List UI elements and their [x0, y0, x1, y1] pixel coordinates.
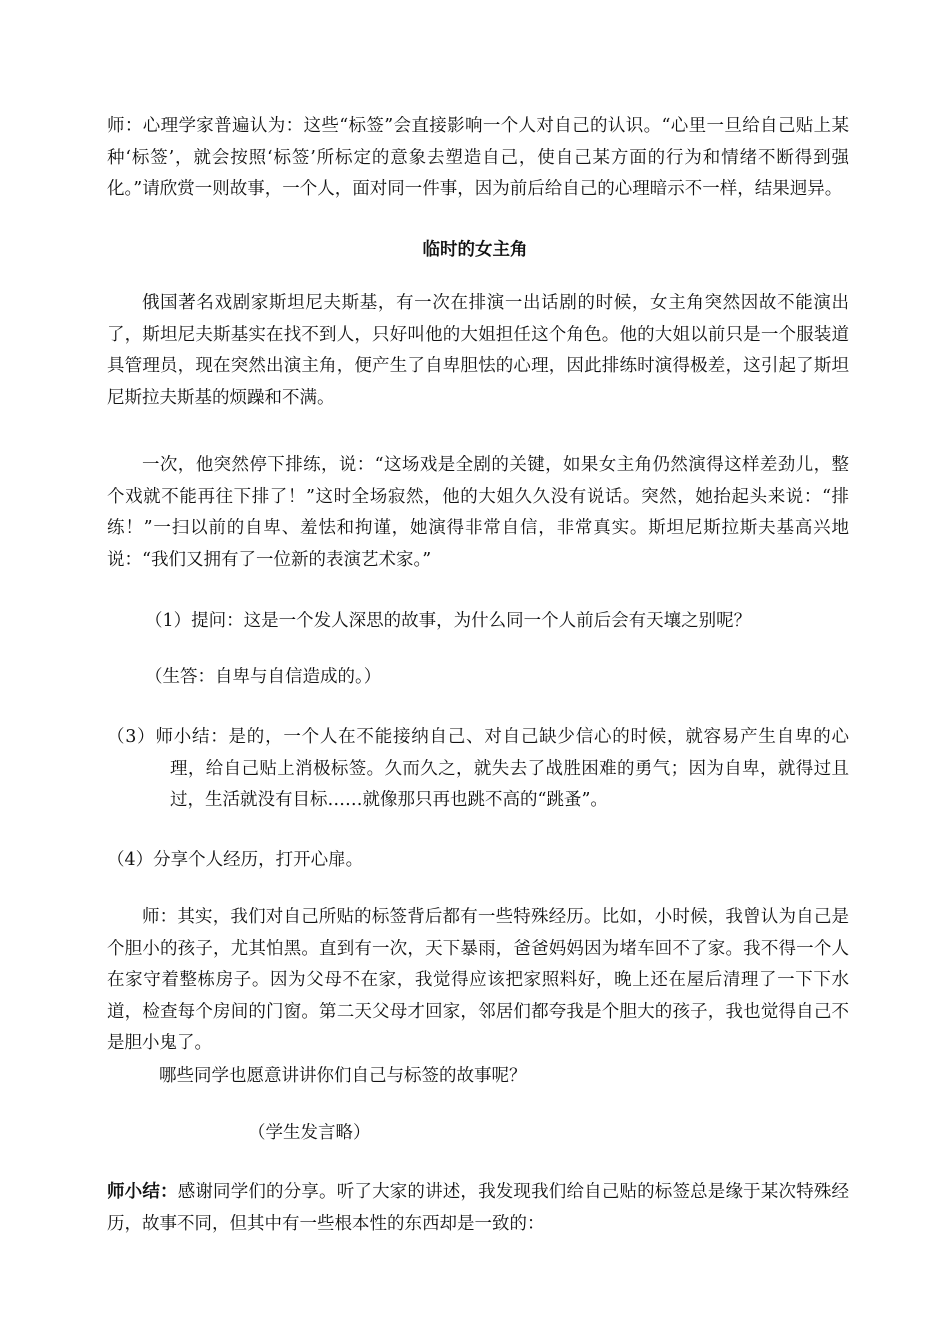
final-summary-text: 感谢同学们的分享。听了大家的讲述，我发现我们给自己贴的标签总是缘于某次特殊经历，故事不同，但其中有一些根本性的东西却是一致的： [107, 1182, 850, 1234]
question-1: （1）提问：这是一个发人深思的故事，为什么同一个人前后会有天壤之别呢？ [145, 611, 752, 631]
student-answer: （生答：自卑与自信造成的。） [145, 667, 382, 687]
final-summary [107, 1177, 849, 1240]
final-summary-label: 师小结： [107, 1182, 178, 1202]
invite-question: 哪些同学也愿意讲讲你们自己与标签的故事呢？ [159, 1066, 527, 1086]
step-4: （4）分享个人经历，打开心扉。 [107, 850, 364, 870]
student-speech-note: （学生发言略） [248, 1123, 371, 1143]
story-paragraph-2: 一次，他突然停下排练，说：“这场戏是全剧的关键，如果女主角仍然演得这样差劲儿，整个戏就不能再往下排了！”这时全场寂然，他的大姐久久没有说话。突然，她抬起头来说：“排练！”一扫以前的自卑、羞怯和拘谨，她演得非常自信，非常真实。斯坦尼斯拉斯夫基高兴地说：“我们又拥有了一位新的表演艺术家。” [107, 455, 849, 570]
teacher-story-paragraph: 师：其实，我们对自己所贴的标签背后都有一些特殊经历。比如，小时候，我曾认为自己是个胆小的孩子，尤其怕黑。直到有一次，天下暴雨，爸爸妈妈因为堵车回不了家。我不得一个人在家守着整栋房子。因为父母不在家，我觉得应该把家照料好，晚上还在屋后清理了一下下水道，检查每个房间的门窗。第二天父母才回家，邻居们都夸我是个胆大的孩子，我也觉得自己不是胆小鬼了。 [107, 907, 849, 1053]
intro-paragraph: 师：心理学家普遍认为：这些“标签”会直接影响一个人对自己的认识。“心里一旦给自己贴上某种‘标签’，就会按照‘标签’所标定的意象去塑造自己，使自己某方面的行为和情绪不断得到强化。”请欣赏一则故事，一个人，面对同一件事，因为前后给自己的心理暗示不一样，结果迥异。 [107, 116, 849, 199]
story-title: 临时的女主角 [422, 240, 528, 260]
teacher-summary-3: （3）师小结：是的，一个人在不能接纳自己、对自己缺少信心的时候，就容易产生自卑的心理，给自己贴上消极标签。久而久之，就失去了战胜困难的勇气；因为自卑，就得过且过，生活就没有目标……就像那只再也跳不高的“跳蚤”。 [107, 727, 849, 810]
story-paragraph-1: 俄国著名戏剧家斯坦尼夫斯基，有一次在排演一出话剧的时候，女主角突然因故不能演出了，斯坦尼夫斯基实在找不到人，只好叫他的大姐担任这个角色。他的大姐以前只是一个服装道具管理员，现在突然出演主角，便产生了自卑胆怯的心理，因此排练时演得极差，这引起了斯坦尼斯拉夫斯基的烦躁和不满。 [107, 293, 849, 408]
